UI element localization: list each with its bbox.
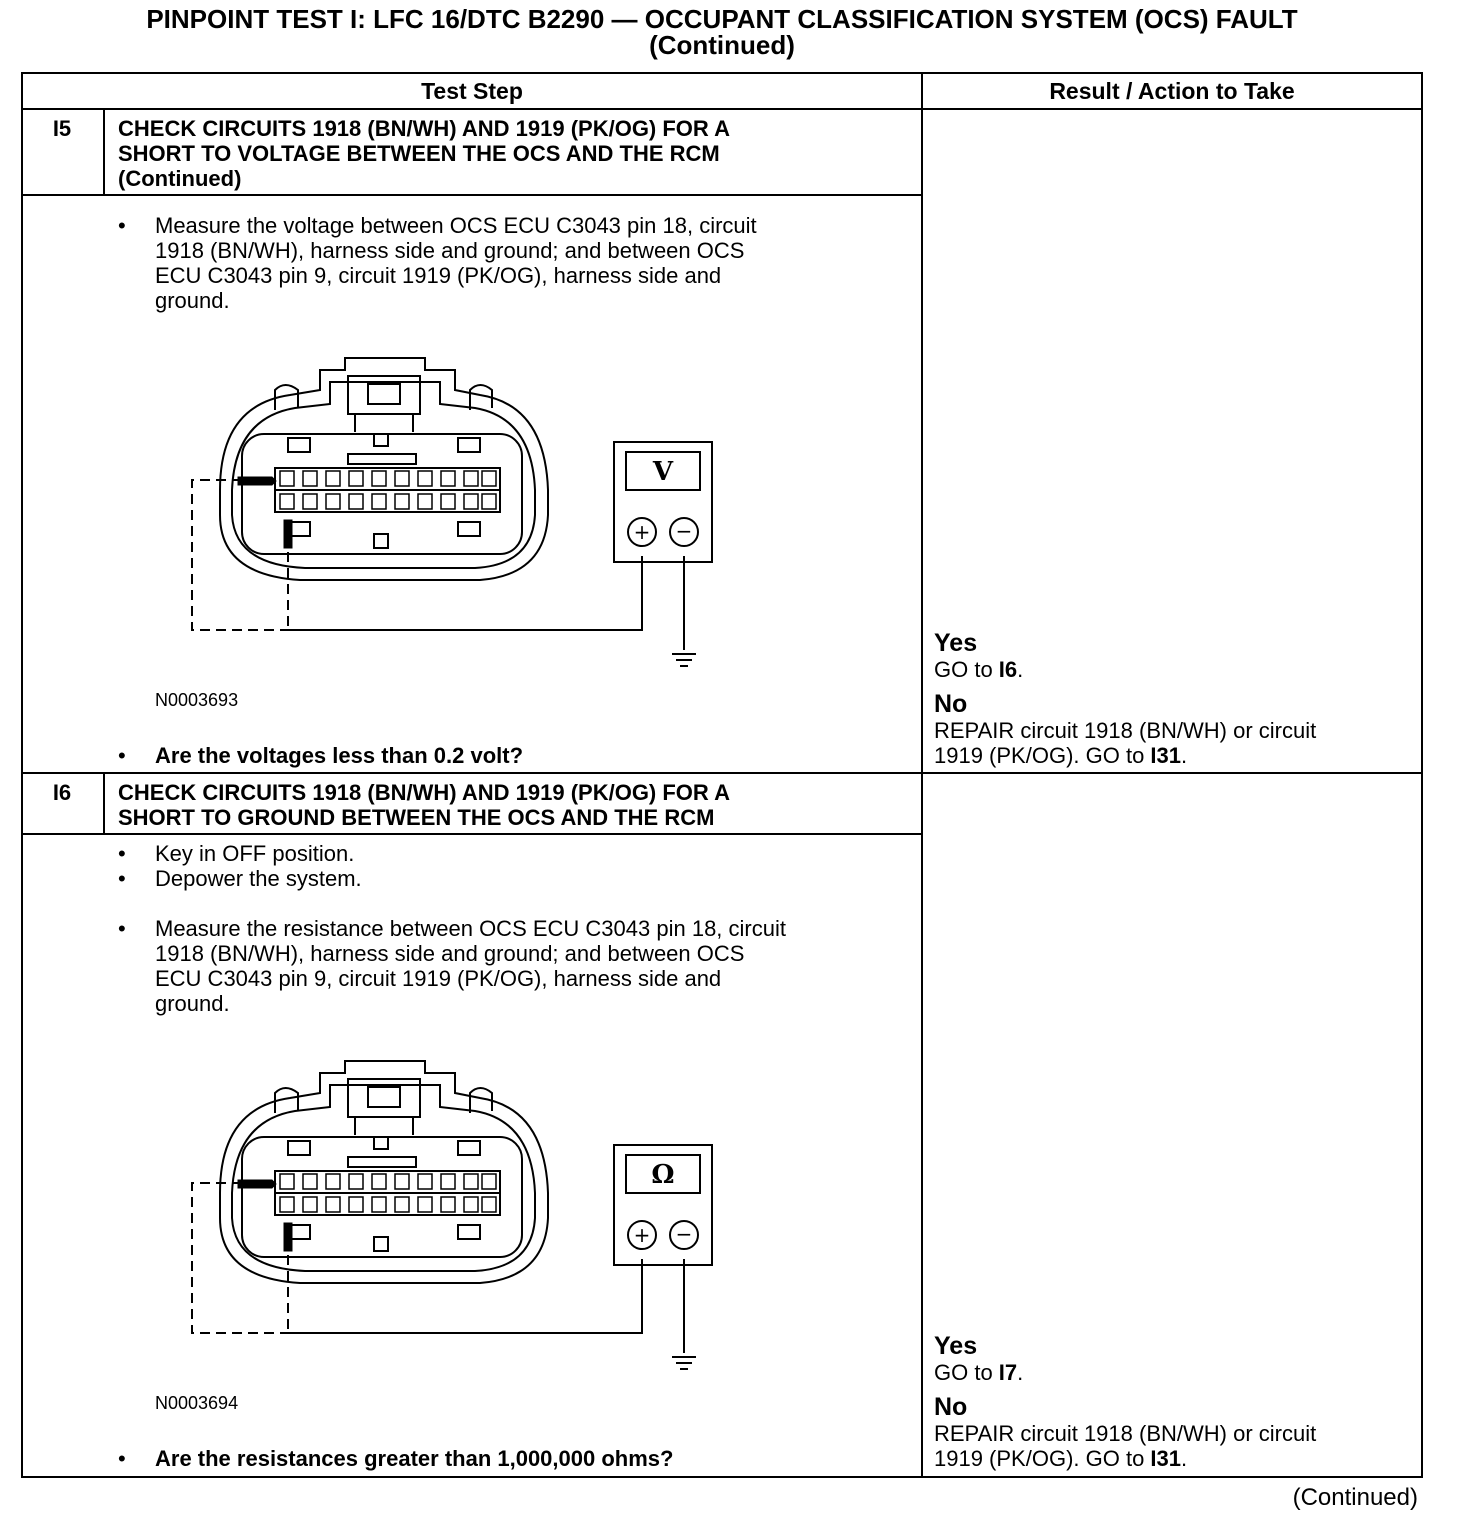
heading-line: CHECK CIRCUITS 1918 (BN/WH) AND 1919 (PK/OG) FOR A bbox=[118, 780, 730, 805]
voltmeter-icon: V bbox=[652, 457, 674, 487]
instruction-line: Measure the voltage between OCS ECU C3043 pin 18, circuit bbox=[155, 213, 757, 238]
instruction-line: ground. bbox=[155, 288, 230, 313]
connector-diagram-i5 bbox=[180, 350, 740, 680]
action-text: REPAIR circuit 1918 (BN/WH) or circuit bbox=[934, 1421, 1317, 1446]
result-yes-action-i6 bbox=[934, 1360, 1023, 1385]
action-text: REPAIR circuit 1918 (BN/WH) or circuit bbox=[934, 718, 1317, 743]
step-link[interactable]: I7 bbox=[998, 1360, 1018, 1385]
action-text: . bbox=[1017, 657, 1024, 682]
action-text: GO to bbox=[934, 657, 999, 682]
instruction-line: Measure the resistance between OCS ECU C3043 pin 18, circuit bbox=[155, 916, 786, 941]
instruction-bullet-i5 bbox=[155, 213, 757, 313]
result-yes-label-i5: Yes bbox=[934, 629, 978, 657]
bullet-icon: • bbox=[118, 743, 126, 768]
bullet-icon: • bbox=[118, 1446, 126, 1471]
question-i5: Are the voltages less than 0.2 volt? bbox=[155, 743, 524, 768]
instruction-bullet-i6 bbox=[155, 916, 786, 1016]
column-header-result: Result / Action to Take bbox=[1049, 78, 1295, 104]
continued-footer: (Continued) bbox=[1292, 1484, 1418, 1511]
action-text: . bbox=[1017, 1360, 1024, 1385]
page-title-line2: (Continued) bbox=[649, 30, 795, 60]
figure-id-i5: N0003693 bbox=[155, 690, 239, 710]
bullet-icon: • bbox=[118, 916, 126, 941]
step-link[interactable]: I31 bbox=[1150, 1446, 1182, 1471]
step-heading-i5 bbox=[118, 116, 730, 191]
action-text: . bbox=[1181, 743, 1188, 768]
instruction-line: ECU C3043 pin 9, circuit 1919 (PK/OG), harness side and bbox=[155, 263, 722, 288]
plus-terminal-icon: + bbox=[633, 1223, 651, 1247]
pre-bullet-2-i6: Depower the system. bbox=[155, 866, 362, 891]
instruction-line: 1918 (BN/WH), harness side and ground; and between OCS bbox=[155, 941, 745, 966]
result-no-action-i5 bbox=[934, 718, 1316, 768]
minus-terminal-icon: − bbox=[675, 519, 693, 543]
ohmmeter-icon: Ω bbox=[651, 1160, 675, 1190]
step-id-i6: I6 bbox=[52, 780, 72, 805]
heading-line: SHORT TO GROUND BETWEEN THE OCS AND THE RCM bbox=[118, 805, 715, 830]
heading-line: CHECK CIRCUITS 1918 (BN/WH) AND 1919 (PK/OG) FOR A bbox=[118, 116, 730, 141]
figure-id-i6: N0003694 bbox=[155, 1393, 239, 1413]
column-header-test-step: Test Step bbox=[421, 78, 523, 104]
result-no-action-i6 bbox=[934, 1421, 1316, 1471]
action-text: 1919 (PK/OG). GO to bbox=[934, 743, 1151, 768]
instruction-line: 1918 (BN/WH), harness side and ground; and between OCS bbox=[155, 238, 745, 263]
result-yes-label-i6: Yes bbox=[934, 1332, 978, 1360]
bullet-icon: • bbox=[118, 841, 126, 866]
action-text: 1919 (PK/OG). GO to bbox=[934, 1446, 1151, 1471]
plus-terminal-icon: + bbox=[633, 520, 651, 544]
question-i6: Are the resistances greater than 1,000,000 ohms? bbox=[155, 1446, 674, 1471]
step-link[interactable]: I31 bbox=[1150, 743, 1182, 768]
result-no-label-i5: No bbox=[934, 690, 968, 718]
instruction-line: ground. bbox=[155, 991, 230, 1016]
bullet-icon: • bbox=[118, 213, 126, 238]
page-title-line1: PINPOINT TEST I: LFC 16/DTC B2290 — OCCUPANT CLASSIFICATION SYSTEM (OCS) FAULT bbox=[146, 4, 1298, 34]
result-no-label-i6: No bbox=[934, 1393, 968, 1421]
step-link[interactable]: I6 bbox=[998, 657, 1018, 682]
instruction-line: ECU C3043 pin 9, circuit 1919 (PK/OG), harness side and bbox=[155, 966, 722, 991]
heading-line: (Continued) bbox=[118, 166, 242, 191]
pre-bullet-1-i6: Key in OFF position. bbox=[155, 841, 355, 866]
step-id-i5: I5 bbox=[52, 116, 72, 141]
bullet-icon: • bbox=[118, 866, 126, 891]
action-text: . bbox=[1181, 1446, 1188, 1471]
result-yes-action-i5 bbox=[934, 657, 1023, 682]
minus-terminal-icon: − bbox=[675, 1222, 693, 1246]
heading-line: SHORT TO VOLTAGE BETWEEN THE OCS AND THE RCM bbox=[118, 141, 720, 166]
connector-diagram-i6 bbox=[180, 1053, 740, 1383]
step-heading-i6 bbox=[118, 780, 730, 830]
action-text: GO to bbox=[934, 1360, 999, 1385]
